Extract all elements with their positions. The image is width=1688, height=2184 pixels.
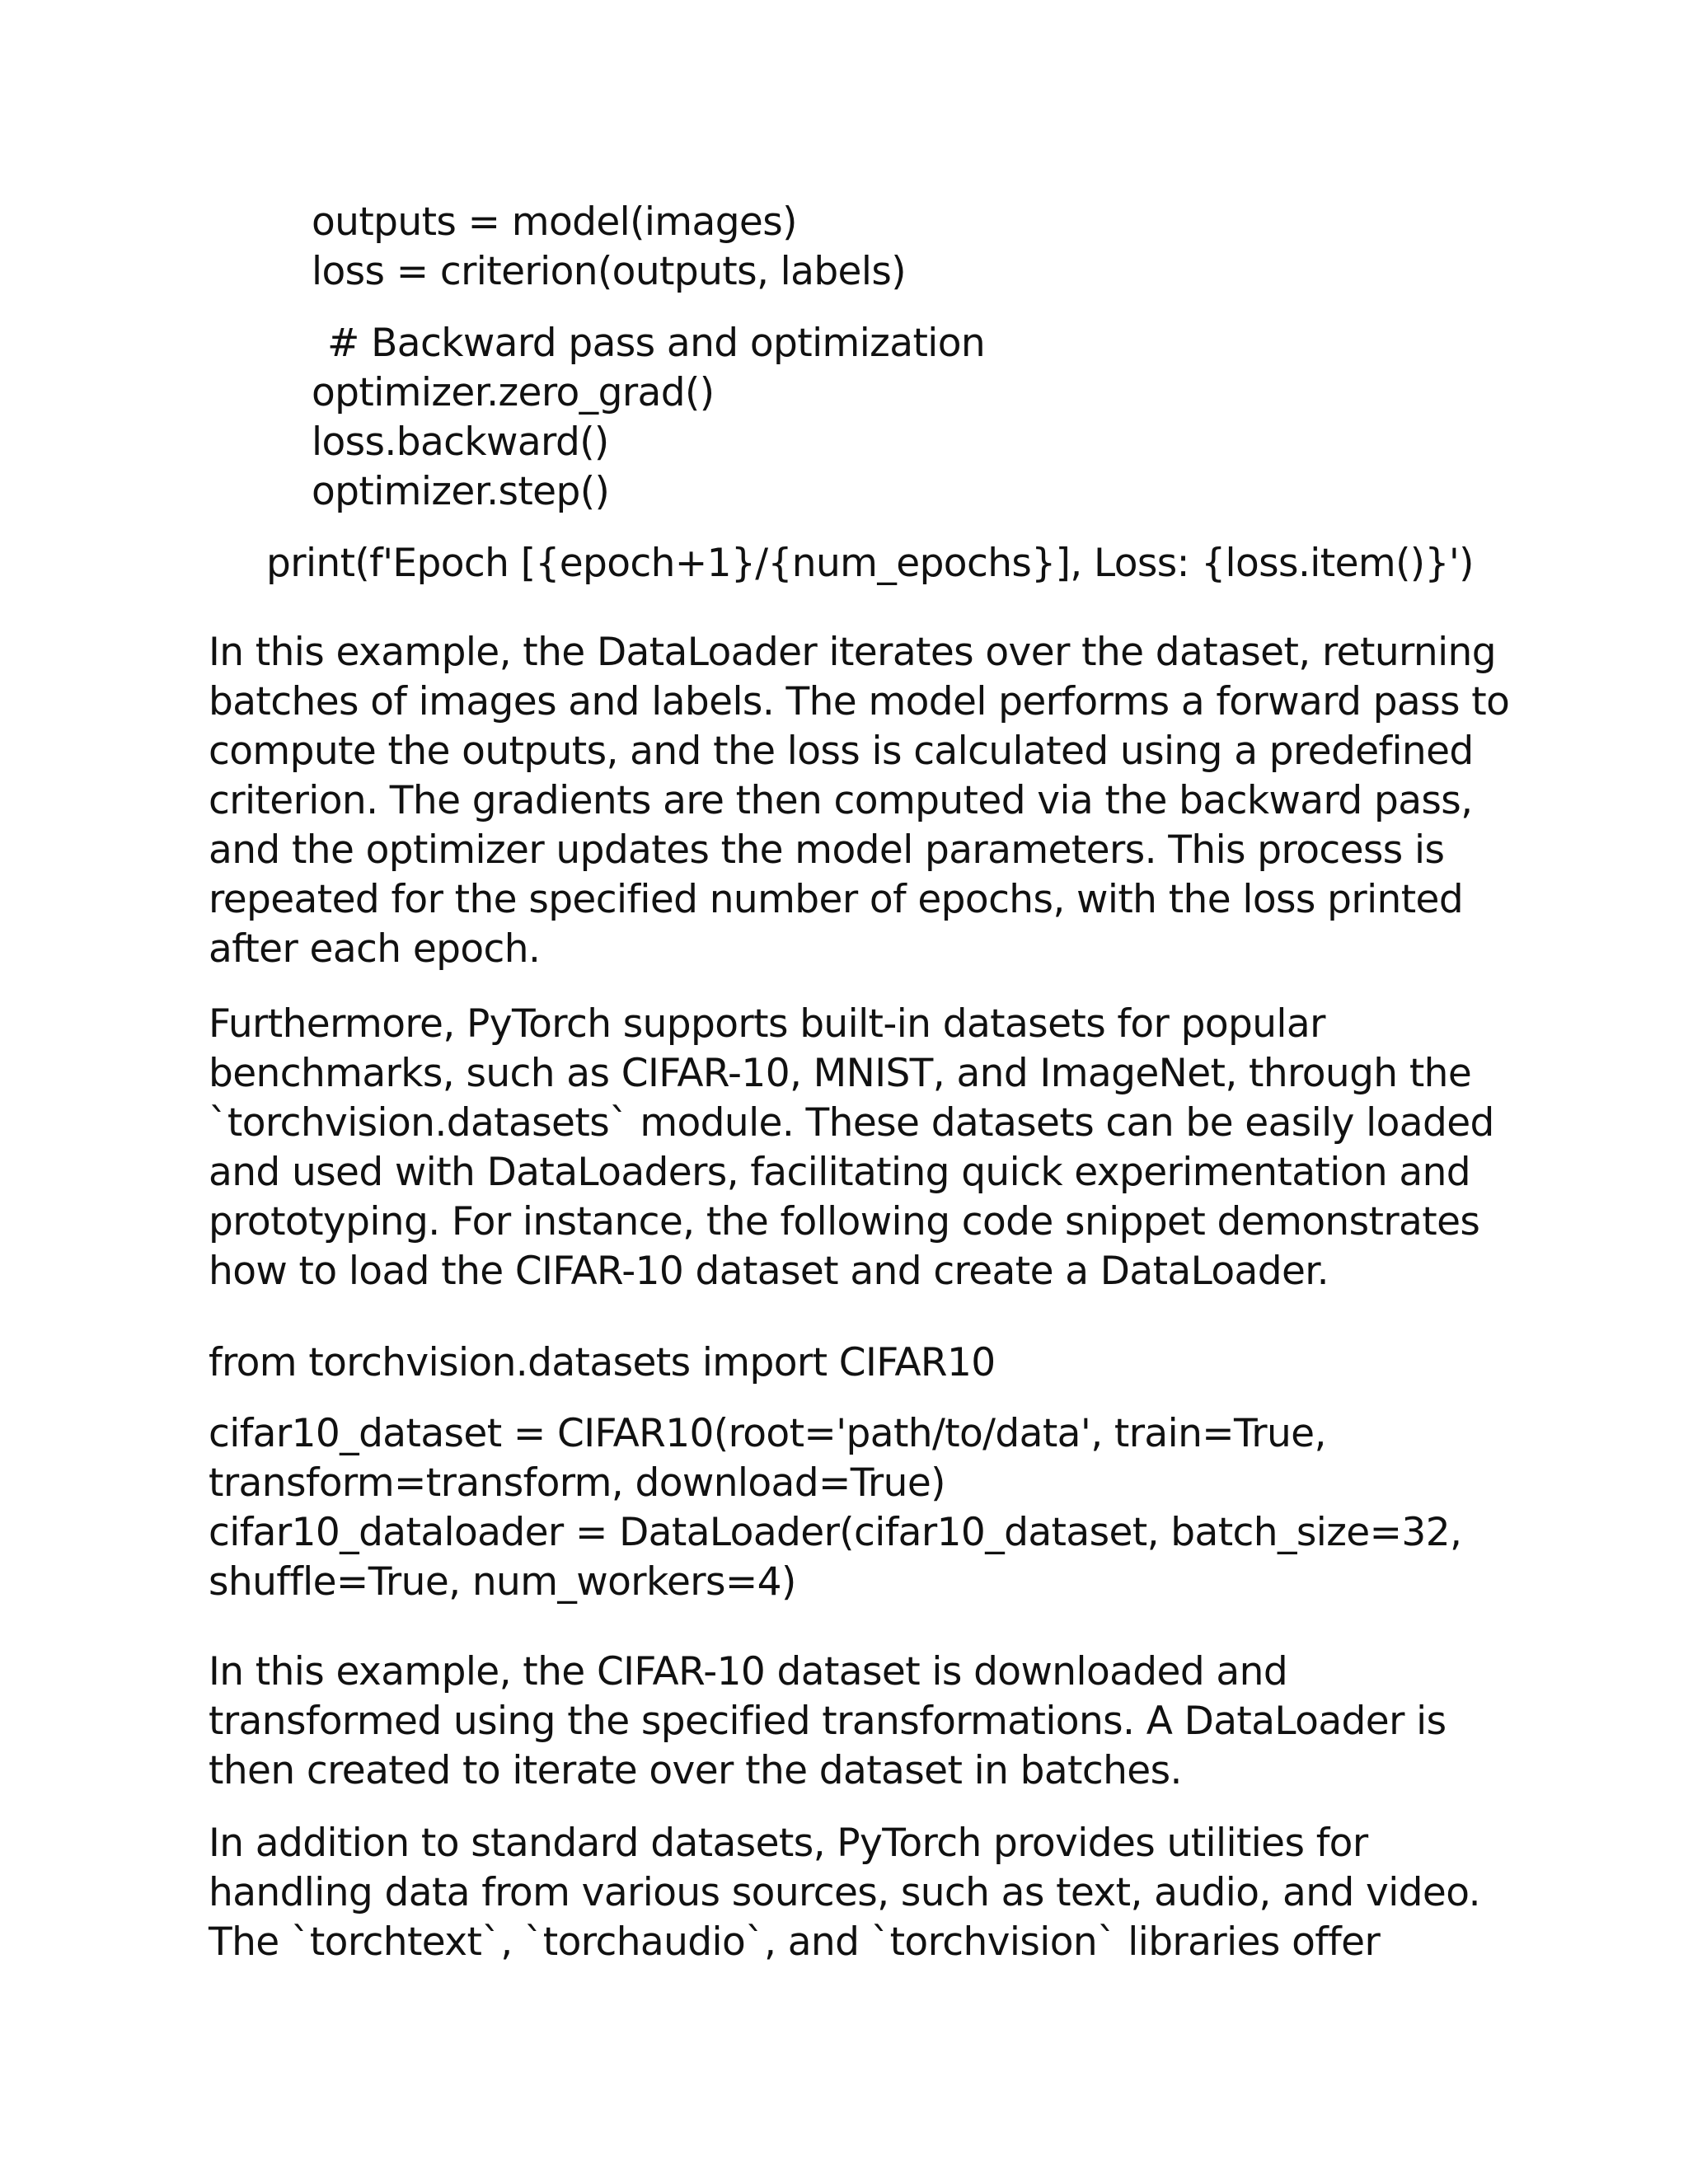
text-line: Furthermore, PyTorch supports built-in datasets for popular — [209, 1001, 1325, 1047]
code-line: loss = criterion(outputs, labels) — [312, 249, 906, 294]
code-line: loss.backward() — [312, 419, 609, 465]
text-line: prototyping. For instance, the following code snippet demonstrates — [209, 1199, 1480, 1244]
text-line: repeated for the specified number of epochs, with the loss printed — [209, 877, 1464, 922]
text-line: batches of images and labels. The model performs a forward pass to — [209, 679, 1510, 724]
code-line: transform=transform, download=True) — [209, 1460, 945, 1506]
code-line: cifar10_dataloader = DataLoader(cifar10_dataset, batch_size=32, — [209, 1510, 1462, 1555]
code-line: print(f'Epoch [{epoch+1}/{num_epochs}], Loss: {loss.item()}') — [266, 541, 1474, 586]
text-line: In addition to standard datasets, PyTorch provides utilities for — [209, 1821, 1368, 1866]
code-line: outputs = model(images) — [312, 199, 797, 245]
text-line: In this example, the DataLoader iterates over the dataset, returning — [209, 630, 1496, 675]
code-line: optimizer.step() — [312, 469, 610, 514]
text-line: then created to iterate over the dataset in batches. — [209, 1748, 1182, 1793]
text-line: after each epoch. — [209, 926, 541, 972]
text-line: criterion. The gradients are then computed via the backward pass, — [209, 778, 1473, 823]
text-line: and used with DataLoaders, facilitating quick experimentation and — [209, 1150, 1471, 1195]
text-line: In this example, the CIFAR-10 dataset is downloaded and — [209, 1649, 1288, 1694]
text-line: compute the outputs, and the loss is calculated using a predefined — [209, 729, 1474, 774]
text-line: `torchvision.datasets` module. These datasets can be easily loaded — [209, 1100, 1494, 1146]
text-line: how to load the CIFAR-10 dataset and create a DataLoader. — [209, 1249, 1329, 1294]
text-line: The `torchtext`, `torchaudio`, and `torchvision` libraries offer — [209, 1919, 1381, 1965]
text-line: transformed using the specified transformations. A DataLoader is — [209, 1699, 1447, 1744]
text-line: benchmarks, such as CIFAR-10, MNIST, and ImageNet, through the — [209, 1051, 1472, 1096]
code-line: from torchvision.datasets import CIFAR10 — [209, 1340, 996, 1385]
code-line: shuffle=True, num_workers=4) — [209, 1559, 796, 1605]
text-line: handling data from various sources, such as text, audio, and video. — [209, 1870, 1480, 1915]
text-line: and the optimizer updates the model parameters. This process is — [209, 827, 1445, 873]
code-line: optimizer.zero_grad() — [312, 370, 715, 415]
code-line: cifar10_dataset = CIFAR10(root='path/to/data', train=True, — [209, 1411, 1326, 1456]
code-comment: # Backward pass and optimization — [327, 321, 986, 366]
